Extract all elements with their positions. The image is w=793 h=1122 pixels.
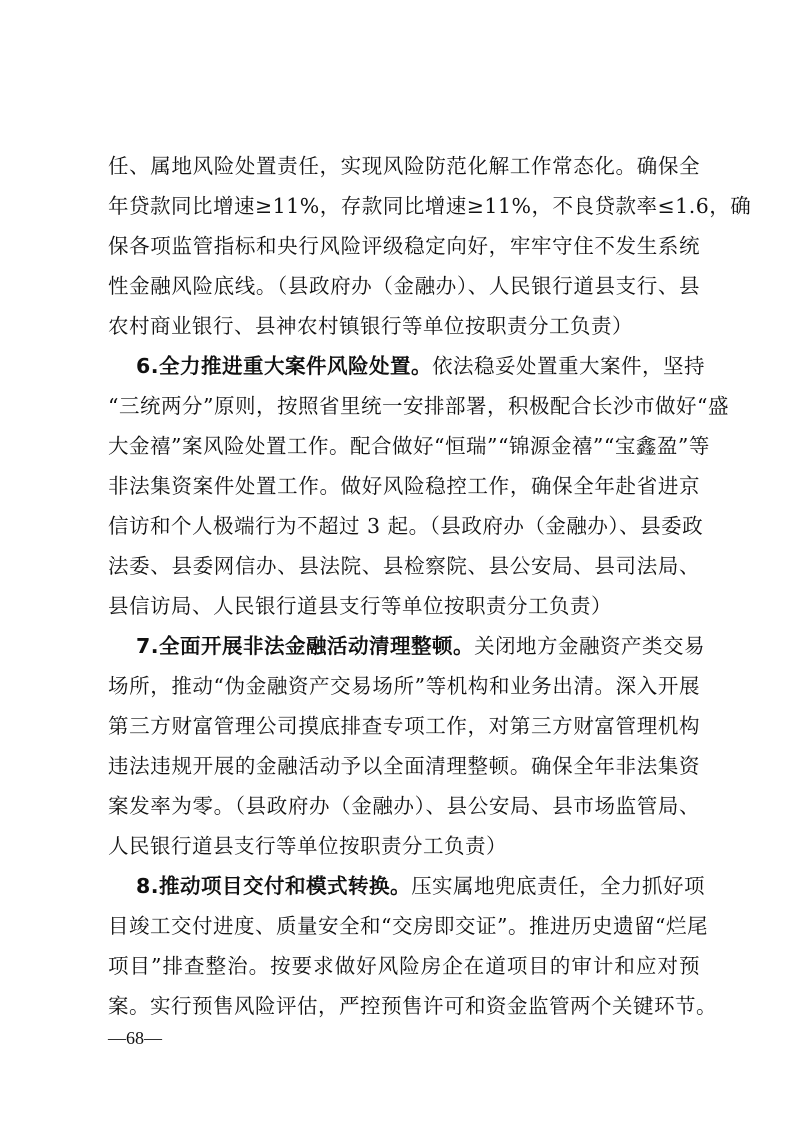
section-6-text: 依法稳妥处置重大案件，坚持 [432,354,706,378]
text-line: 保各项监管指标和央行风险评级稳定向好，牢牢守住不发生系统 [108,234,700,258]
page-number: —68— [108,1028,162,1048]
section-7-text: 关闭地方金融资产类交易 [474,634,706,658]
text-line: 性金融风险底线。（县政府办（金融办）、人民银行道县支行、县 [108,274,700,298]
text-line: 大金禧”案风险处置工作。配合做好“恒瑞”“锦源金禧”“宝鑫盈”等 [108,434,710,458]
text-line: 场所，推动“伪金融资产交易场所”等机构和业务出清。深入开展 [108,674,700,698]
section-7-heading: 7.全面开展非法金融活动清理整顿。 [136,634,475,658]
text-line: 人民银行道县支行等单位按职责分工负责） [108,834,507,858]
text-line: “三统两分”原则，按照省里统一安排部署，积极配合长沙市做好“盛 [108,394,729,418]
text-line: 项目”排查整治。按要求做好风险房企在道项目的审计和应对预 [108,954,700,978]
text-line: 县信访局、人民银行道县支行等单位按职责分工负责） [108,594,612,618]
text-line: 违法违规开展的金融活动予以全面清理整顿。确保全年非法集资 [108,754,700,778]
section-8-heading: 8.推动项目交付和模式转换。 [136,874,412,898]
section-6-heading: 6.全力推进重大案件风险处置。 [136,354,433,378]
section-7-first-line [108,626,706,666]
text-line: 非法集资案件处置工作。做好风险稳控工作，确保全年赴省进京 [108,474,700,498]
section-8-text: 压实属地兜底责任，全力抓好项 [411,874,706,898]
section-6-first-line [108,346,706,386]
text-line: 案发率为零。（县政府办（金融办）、县公安局、县市场监管局、 [108,794,700,818]
text-line: 第三方财富管理公司摸底排查专项工作，对第三方财富管理机构 [108,714,700,738]
text-line: 目竣工交付进度、质量安全和“交房即交证”。推进历史遗留“烂尾 [108,914,708,938]
body-text [108,146,752,1026]
text-line: 案。实行预售风险评估，严控预售许可和资金监管两个关键环节。 [108,994,717,1018]
text-line: 信访和个人极端行为不超过 3 起。（县政府办（金融办）、县委政 [108,514,704,538]
text-line: 农村商业银行、县神农村镇银行等单位按职责分工负责） [108,314,633,338]
text-line: 任、属地风险处置责任，实现风险防范化解工作常态化。确保全 [108,154,700,178]
text-line: 年贷款同比增速≥11%，存款同比增速≥11%，不良贷款率≤1.6，确 [108,194,752,218]
text-line: 法委、县委网信办、县法院、县检察院、县公安局、县司法局、 [108,554,700,578]
section-8-first-line [108,866,706,906]
